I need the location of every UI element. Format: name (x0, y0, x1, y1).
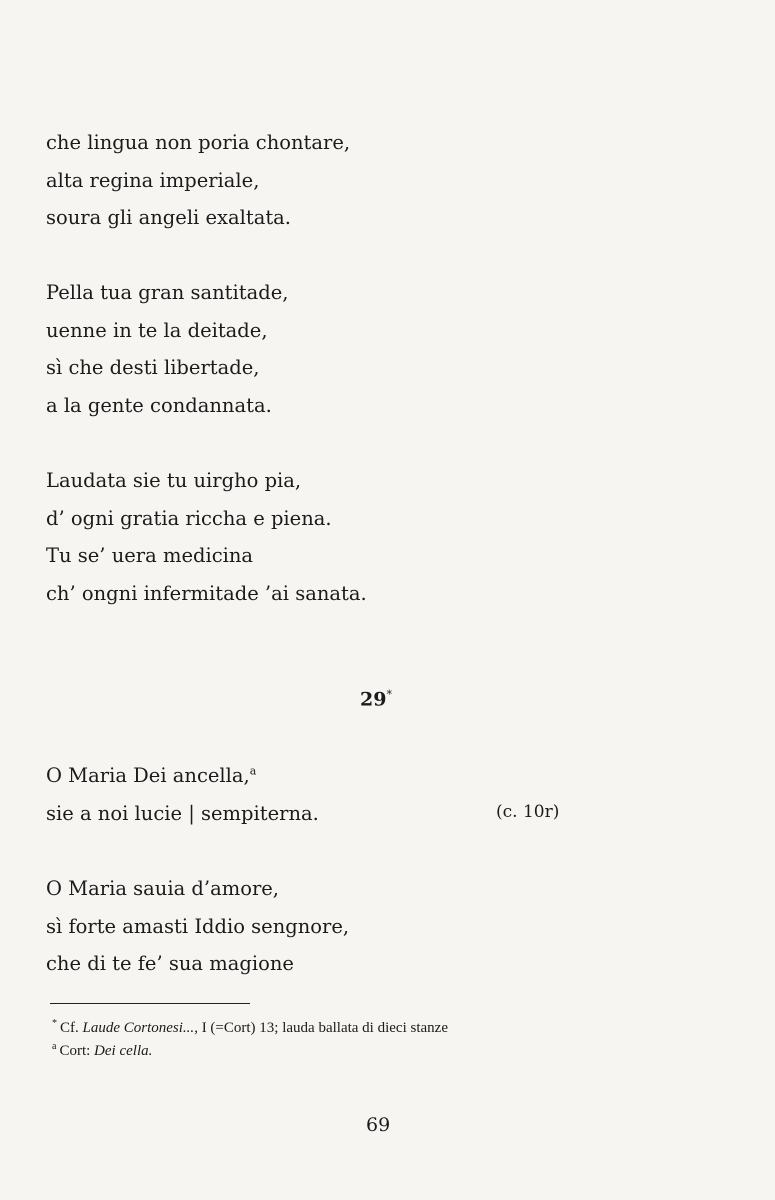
stanza-2 (46, 274, 288, 424)
stanza-4 (46, 757, 319, 832)
lauda-number-text: 29 (360, 688, 387, 711)
footnote-marker: a (249, 764, 257, 778)
verse-line: Tu se’ uera medicina (46, 544, 254, 567)
footnote-marker: a (52, 1041, 57, 1052)
verse-line: alta regina imperiale, (46, 168, 260, 192)
verse-text: O Maria Dei ancella, (46, 764, 250, 787)
footnote-title: Laude Cortonesi... (82, 1020, 195, 1036)
footnote-star (52, 1017, 448, 1039)
verse-line: sì che desti libertade, (46, 356, 260, 379)
verse-line: che lingua non poria chontare, (46, 131, 351, 154)
verse-line: O Maria sauia d’amore, (46, 877, 280, 900)
verse-line: soura gli angeli exaltata. (46, 206, 292, 229)
stanza-5 (46, 870, 349, 983)
verse-line: sì forte amasti Iddio sengnore, (46, 914, 350, 938)
verse-line: uenne in te la deitade, (46, 318, 268, 342)
verse-line: a la gente condannata. (46, 393, 272, 417)
verse-line (46, 757, 319, 795)
verse-line: sie a noi lucie | sempiterna. (46, 801, 319, 825)
footnote-text: Cf. (60, 1020, 83, 1036)
footnote-a (52, 1040, 152, 1062)
footnote-text: Cort: (59, 1043, 95, 1059)
footnote-marker: * (386, 688, 392, 701)
verse-line: Laudata sie tu uirgho pia, (46, 469, 302, 492)
verse-line: Pella tua gran santitade, (46, 281, 289, 304)
stanza-1 (46, 124, 350, 237)
lauda-number (360, 688, 392, 710)
footnote-variant: Dei cella. (94, 1043, 153, 1059)
carta-reference: (c. 10r) (496, 802, 560, 822)
footnote-text: , I (=Cort) 13; lauda ballata di dieci stanze (194, 1020, 448, 1036)
verse-line: d’ ogni gratia riccha e piena. (46, 506, 332, 530)
footnote-marker: * (52, 1018, 57, 1029)
footnote-divider (50, 1003, 250, 1004)
page-number: 69 (366, 1114, 391, 1136)
stanza-3 (46, 462, 367, 612)
verse-line: che di te fe’ sua magione (46, 952, 294, 975)
verse-line: ch’ ongni infermitade ’ai sanata. (46, 581, 367, 605)
